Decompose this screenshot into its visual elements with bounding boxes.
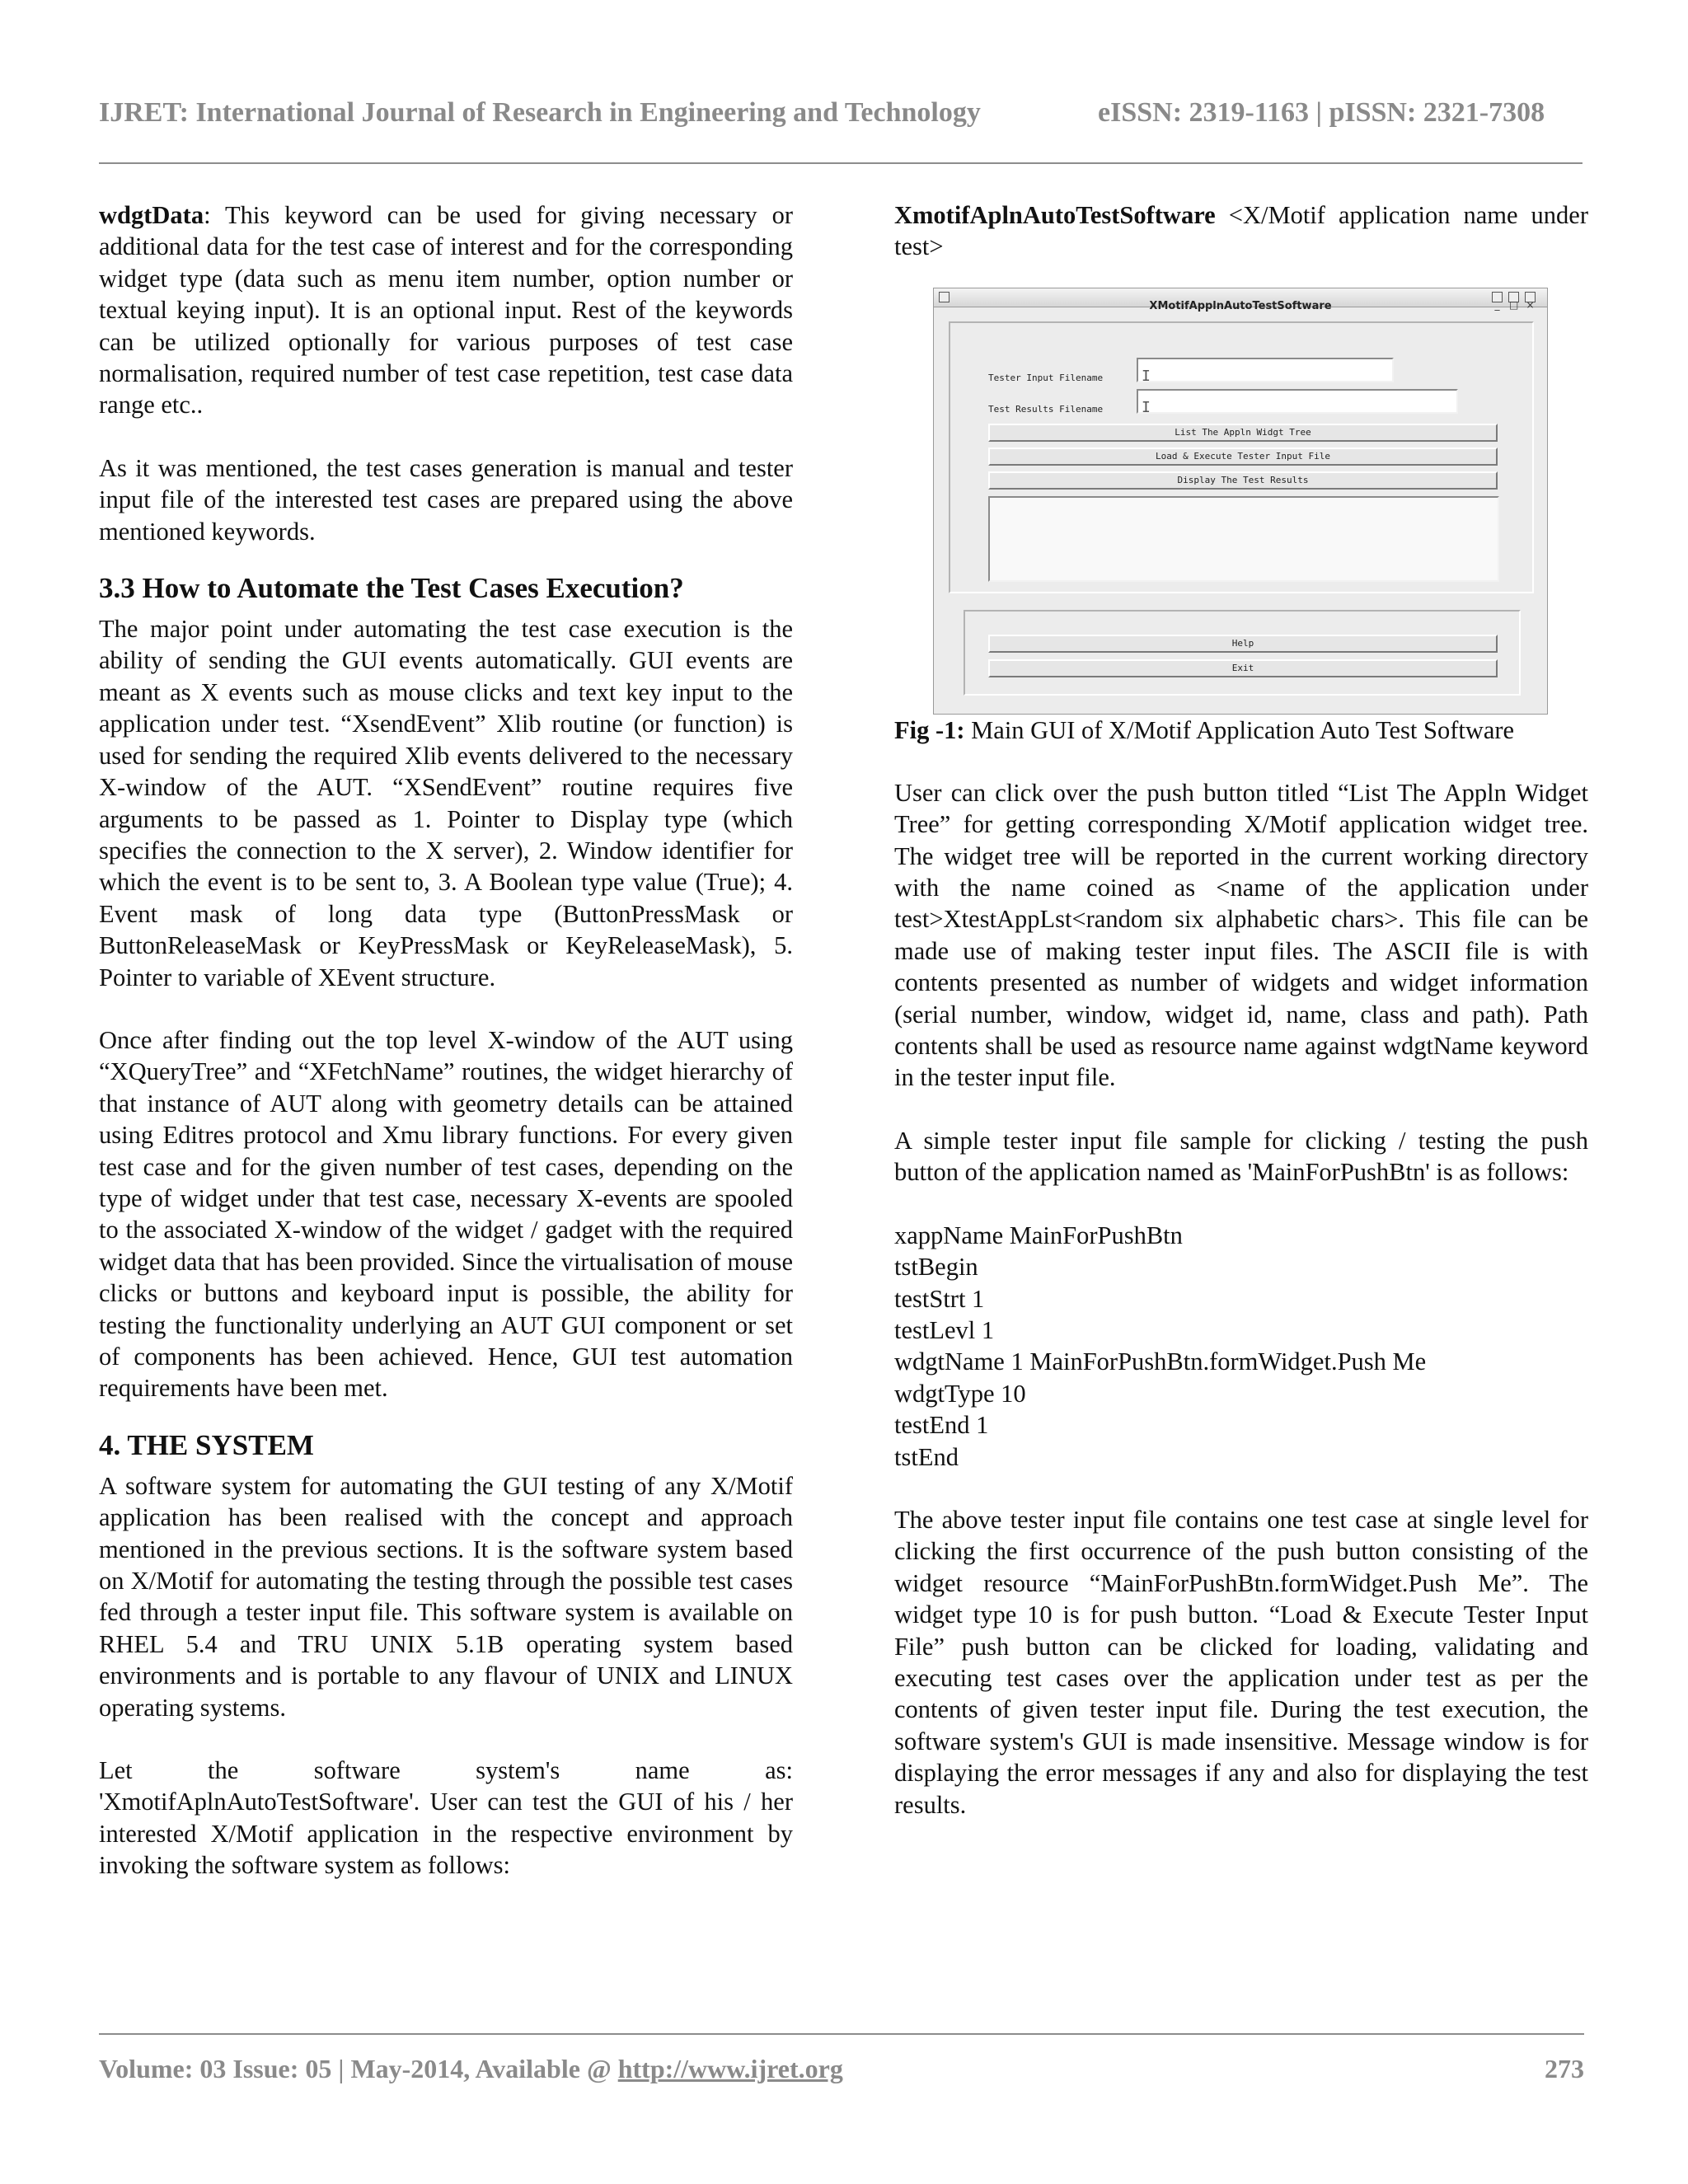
issn-numbers: eISSN: 2319-1163 | pISSN: 2321-7308 [1098, 97, 1545, 128]
paragraph-sample-explanation: The above tester input file contains one test case at single level for clicking the first occurrence of the push button consisting of the widget resource “MainForPushBtn.formWidget.Push Me”. The widget type 10 is for push button. “Load & Execute Tester Input File” push button can be clicked for loading, validating and executing test cases over the application under test as per the contents of given tester input file. During the test execution, the software system's GUI is made insensitive. Message window is for displaying the error messages if any and also for displaying the test results. [894, 1505, 1588, 1819]
paragraph-gui-events: The major point under automating the test case execution is the ability of sending the GUI events automatically. GUI events are meant as X events such as mouse clicks and text key input to the application under test. “XsendEvent” Xlib routine (or function) is used for sending the required Xlib events delivered to the necessary X-window of the AUT. “XSendEvent” routine requires five arguments to be passed as 1. Pointer to Display type (which specifies the connection to the X server), 2. Window identifier for which the event is to be sent to, 3. A Boolean type value (True); 4. Event mask of long data type (ButtonPressMask or ButtonReleaseMask or KeyPressMask or KeyReleaseMask), 5. Pointer to variable of XEvent structure. [99, 615, 793, 991]
paragraph-invocation-line1: Let the software system's name as: [99, 1756, 793, 1785]
code-line: testEnd 1 [894, 1411, 989, 1440]
paragraph-sample-intro: A simple tester input file sample for clicking / testing the push button of the application named as 'MainForPushBtn' is as follows: [894, 1126, 1588, 1187]
code-line: wdgtType 10 [894, 1379, 1026, 1408]
paragraph-widget-hierarchy: Once after finding out the top level X-window of the AUT using “XQueryTree” and “XFetchName” routines, the widget hierarchy of that instance of AUT along with geometry details can be attained using Editres protocol and Xmu library functions. For every given test case and for the given number of test cases, depending on the type of widget under that test case, necessary X-events are spooled to the associated X-window of the widget / gadget with the required widget data that has been provided. Since the virtualisation of mouse clicks or buttons and keyboard input is possible, the ability for testing the functionality underlying an AUT GUI component or set of components has been achieved. Hence, GUI test automation requirements have been met. [99, 1025, 793, 1403]
label-test-results: Test Results Filename [988, 403, 1104, 415]
volume-info: Volume: 03 Issue: 05 | May-2014, Available @ [99, 2054, 618, 2083]
command-usage [894, 199, 1588, 263]
text-caret: I [1142, 367, 1151, 385]
tester-input-field[interactable] [1137, 358, 1394, 385]
maximize-icon[interactable]: □ [1508, 292, 1519, 302]
text-caret: I [1142, 398, 1151, 416]
figure-gui-window [933, 288, 1548, 715]
left-column [99, 199, 793, 1882]
paragraph-wdgtdata [99, 199, 793, 421]
paragraph-test-case-generation: As it was mentioned, the test cases generation is manual and tester input file of the interested test cases are prepared using the above mentioned keywords. [99, 453, 793, 546]
command-name: XmotifAplnAutoTestSoftware [894, 201, 1216, 229]
window-titlebar [934, 288, 1547, 312]
close-icon[interactable]: × [1525, 292, 1536, 302]
journal-link[interactable]: http://www.ijret.org [617, 2054, 843, 2083]
bottom-frame [964, 610, 1521, 696]
right-column [894, 199, 1588, 1821]
header-rule [99, 162, 1582, 164]
code-line: wdgtName 1 MainForPushBtn.formWidget.Push Me [894, 1347, 1427, 1376]
paragraph-text: : This keyword can be used for giving necessary or additional data for the test case of interest and for the corresponding widget type (data such as menu item number, option number or textual keying input). It is an optional input. Rest of the keywords can be utilized optionally for various purposes of test case normalisation, required number of test case repetition, test case data range etc.. [99, 201, 793, 419]
caption-text: Main GUI of X/Motif Application Auto Test Software [964, 715, 1515, 744]
paragraph-invocation: 'XmotifAplnAutoTestSoftware'. User can test the GUI of his / her interested X/Motif application in the respective environment by invoking the software system as follows: [99, 1788, 793, 1880]
journal-title: IJRET: International Journal of Research in Engineering and Technology [99, 97, 981, 128]
keyword-wdgtdata: wdgtData [99, 201, 204, 229]
tester-input-sample [894, 1220, 1588, 1473]
code-line: tstBegin [894, 1253, 978, 1282]
running-footer [99, 2054, 1584, 2087]
command-args: <X/Motif application name under test> [894, 201, 1588, 261]
page-number: 273 [1545, 2054, 1584, 2083]
display-results-button[interactable]: Display The Test Results [988, 471, 1498, 490]
load-execute-button[interactable]: Load & Execute Tester Input File [988, 448, 1498, 466]
list-widget-tree-button[interactable]: List The Appln Widgt Tree [988, 424, 1498, 442]
code-line: xappName MainForPushBtn [894, 1221, 1183, 1249]
label-tester-input: Tester Input Filename [988, 372, 1104, 383]
help-button[interactable]: Help [988, 635, 1498, 653]
minimize-icon[interactable]: _ [1492, 292, 1503, 302]
section-heading-4: 4. THE SYSTEM [99, 1428, 314, 1461]
code-line: testStrt 1 [894, 1284, 985, 1313]
paragraph-widget-tree: User can click over the push button titled “List The Appln Widget Tree” for getting corresponding X/Motif application widget tree. The widget tree will be reported in the current working directory with the name coined as <name of the application under test>XtestAppLst<random six alphabetic chars>. This file can be made use of making tester input files. The ASCII file is with contents presented as number of widgets and widget information (serial number, window, widget id, name, class and path). Path contents shall be used as resource name against wdgtName keyword in the tester input file. [894, 778, 1588, 1092]
message-window[interactable] [988, 496, 1499, 582]
exit-button[interactable]: Exit [988, 659, 1498, 677]
section-heading-3-3: 3.3 How to Automate the Test Cases Execution? [99, 572, 684, 605]
figure-caption [894, 715, 1588, 746]
test-results-field[interactable] [1137, 389, 1458, 414]
code-line: testLevl 1 [894, 1315, 995, 1344]
code-line: tstEnd [894, 1442, 959, 1471]
footer-rule [99, 2033, 1584, 2035]
caption-label: Fig -1: [894, 715, 965, 744]
window-title: XMotifApplnAutoTestSoftware [1149, 299, 1332, 312]
paragraph-system-description: A software system for automating the GUI testing of any X/Motif application has been realised with the concept and approach mentioned in the previous sections. It is the software system based on X/Motif for automating the testing through the possible test cases fed through a tester input file. This software system is available on RHEL 5.4 and TRU UNIX 5.1B operating system based environments and is portable to any flavour of UNIX and LINUX operating systems. [99, 1471, 793, 1722]
